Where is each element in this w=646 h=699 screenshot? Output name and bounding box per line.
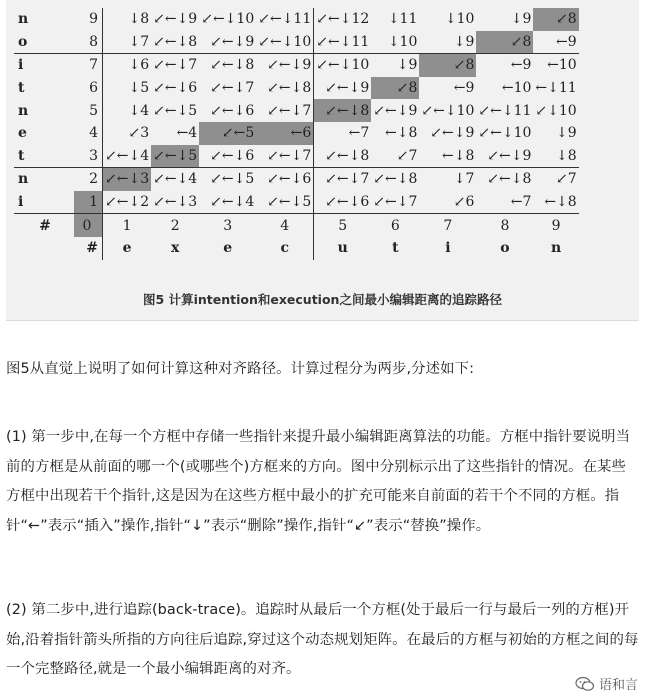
- grid-cell: ↙←↓6: [256, 168, 314, 191]
- grid-cell: ↙←↓11: [258, 11, 312, 28]
- grid-cell: ↙←↓5: [151, 145, 199, 168]
- row-letter: i: [18, 194, 24, 211]
- grid-cell: ↙8: [371, 77, 419, 100]
- grid-cell: ↓9: [556, 125, 577, 142]
- grid-row: [14, 99, 579, 122]
- grid-cell: 7: [419, 214, 476, 237]
- grid-cell: ←↓8: [442, 147, 475, 164]
- grid-cell: ↙←↓6: [210, 102, 255, 119]
- row-index: 3: [74, 145, 103, 168]
- grid-cell: ←↓8: [544, 194, 577, 211]
- grid-cell: ↙←5: [199, 122, 256, 145]
- row-index: 7: [74, 54, 103, 77]
- grid-cell: ↙←↓8: [153, 33, 198, 50]
- grid-cell: ↙←↓6: [210, 147, 255, 164]
- row-index: 5: [74, 99, 103, 122]
- grid-cell: 1: [103, 214, 152, 237]
- grid-cell: ↓9: [510, 11, 532, 28]
- grid-cell: ↓9: [371, 54, 419, 77]
- grid-cell: ↙←↓10: [421, 102, 475, 119]
- grid-cell: ↙←↓12: [314, 8, 372, 31]
- grid-cell: ↙←↓2: [105, 194, 150, 211]
- grid-cell: 2: [151, 214, 199, 237]
- grid-cell: ↙←↓8: [314, 145, 372, 168]
- grid-cell: ↙←↓9: [373, 102, 418, 119]
- grid-cell: ←9: [476, 54, 533, 77]
- column-letters-row: [14, 237, 579, 260]
- grid-row: [14, 145, 579, 168]
- edit-distance-table: [14, 8, 579, 260]
- grid-cell: ↓8: [556, 147, 577, 164]
- grid-row: [14, 54, 579, 77]
- row-index: 1: [74, 191, 103, 214]
- grid-cell: ↙←↓7: [267, 147, 312, 164]
- column-letter: i: [445, 240, 451, 257]
- grid-cell: ↓7: [419, 168, 476, 191]
- grid-cell: ↙←↓10: [314, 54, 372, 77]
- grid-cell: ↙←↓7: [210, 80, 255, 97]
- grid-cell: ↙3: [128, 125, 150, 142]
- grid-cell: 9: [533, 214, 578, 237]
- grid-cell: ↙7: [396, 147, 418, 164]
- column-letter: x: [170, 240, 180, 257]
- grid-cell: ↙←↓10: [258, 33, 312, 50]
- row-letter: o: [18, 33, 28, 50]
- grid-cell: ←7: [314, 122, 372, 145]
- grid-cell: ↙←↓6: [314, 191, 372, 214]
- grid-cell: ←7: [510, 194, 532, 211]
- row-letter: #: [14, 214, 74, 237]
- row-index: 8: [74, 31, 103, 54]
- grid-cell: ↙8: [419, 54, 476, 77]
- grid-cell: ↙←↓5: [267, 194, 312, 211]
- grid-cell: ↙←↓7: [314, 168, 372, 191]
- grid-cell: ↓10: [387, 33, 418, 50]
- grid-cell: ↓7: [128, 33, 150, 50]
- grid-row: [14, 191, 579, 214]
- grid-cell: ↓5: [128, 80, 150, 97]
- grid-cell: ↙8: [533, 8, 578, 31]
- grid-cell: 6: [371, 214, 419, 237]
- row-index: 4: [74, 122, 103, 145]
- grid-cell: ↓10: [444, 11, 475, 28]
- grid-cell: ↙←↓9: [153, 11, 198, 28]
- grid-cell: ←6: [256, 122, 314, 145]
- grid-cell: ←↓11: [535, 80, 577, 97]
- grid-cell: ↓11: [387, 11, 418, 28]
- grid-cell: ←9: [556, 33, 577, 50]
- blank-cell: [14, 237, 74, 260]
- column-letter: u: [314, 237, 372, 260]
- grid-cell: ↙←↓8: [476, 168, 533, 191]
- grid-cell: ←4: [176, 125, 198, 142]
- row-index: 9: [74, 8, 103, 31]
- grid-cell: 5: [314, 214, 372, 237]
- grid-row: [14, 122, 579, 145]
- grid-cell: ↙←↓3: [153, 194, 198, 211]
- grid-row: [14, 31, 579, 54]
- grid-cell: ←9: [453, 80, 475, 97]
- column-hash: #: [74, 237, 103, 260]
- grid-cell: ↙←↓6: [153, 80, 198, 97]
- grid-cell: ↙←↓11: [478, 102, 532, 119]
- row-letter: e: [18, 125, 27, 142]
- column-letter: e: [122, 240, 132, 257]
- grid-cell: ↓9: [453, 33, 475, 50]
- grid-cell: ↙←↓9: [487, 147, 532, 164]
- watermark-text: 语和言: [598, 678, 638, 693]
- column-letter: e: [223, 240, 233, 257]
- row-letter: t: [18, 80, 25, 97]
- grid-cell: ↙←↓4: [210, 194, 255, 211]
- grid-cell: ↙←↓8: [314, 99, 372, 122]
- grid-cell: ↙←↓11: [314, 31, 372, 54]
- column-letter: n: [550, 240, 562, 257]
- grid-cell: ↙←↓4: [151, 168, 199, 191]
- grid-cell: ↙←↓7: [373, 194, 418, 211]
- row-letter: t: [18, 147, 25, 164]
- edit-distance-grid: [14, 8, 579, 260]
- grid-row: [14, 168, 579, 191]
- grid-row: [14, 8, 579, 31]
- grid-cell: ↙←↓10: [201, 11, 255, 28]
- grid-cell: ↙←↓5: [199, 168, 256, 191]
- grid-cell: ↓4: [128, 102, 150, 119]
- grid-cell: ↙6: [453, 194, 475, 211]
- grid-cell: ↙←↓8: [371, 168, 419, 191]
- row-index: 0: [74, 214, 103, 237]
- grid-cell: 4: [256, 214, 314, 237]
- grid-cell: ↙←↓9: [314, 77, 372, 100]
- figure-caption: 图5 计算intention和execution之间最小编辑距离的追踪路径: [143, 292, 502, 307]
- grid-cell: ↙←↓4: [105, 147, 150, 164]
- grid-cell: ↙←↓8: [199, 54, 256, 77]
- row-letter: i: [14, 54, 74, 77]
- grid-cell: ↙←↓5: [153, 102, 198, 119]
- grid-cell: ↙↓10: [535, 102, 577, 119]
- wechat-icon: [575, 676, 595, 692]
- grid-cell: ↙←↓9: [210, 33, 255, 50]
- grid-cell: ↙7: [533, 168, 578, 191]
- grid-cell: ↙←↓7: [267, 102, 312, 119]
- column-letter: o: [500, 240, 510, 257]
- grid-cell: ←10: [533, 54, 578, 77]
- paragraph-intro: 图5从直觉上说明了如何计算这种对齐路径。计算过程分为两步,分述如下:: [6, 361, 475, 377]
- grid-row: [14, 214, 579, 237]
- row-index: 6: [74, 77, 103, 100]
- watermark: [575, 674, 638, 693]
- grid-cell: 3: [199, 214, 256, 237]
- row-letter: n: [18, 102, 29, 119]
- grid-cell: ↙←↓8: [267, 80, 312, 97]
- grid-cell: ←↓8: [385, 125, 418, 142]
- grid-cell: ↓8: [128, 11, 150, 28]
- grid-cell: ↓6: [103, 54, 152, 77]
- grid-cell: ↙8: [476, 31, 533, 54]
- grid-cell: ↙←↓10: [478, 125, 532, 142]
- grid-cell: ↙←↓3: [103, 168, 152, 191]
- column-letter: c: [280, 240, 289, 257]
- grid-cell: ↙←↓7: [151, 54, 199, 77]
- figure: [6, 0, 639, 321]
- grid-cell: ↙←↓9: [256, 54, 314, 77]
- row-letter: n: [18, 11, 29, 28]
- column-letter: t: [392, 240, 399, 257]
- grid-cell: ←10: [501, 80, 532, 97]
- paragraph-step-1: (1) 第一步中,在每一个方框中存储一些指针来提升最小编辑距离算法的功能。方框中指针要说明当前的方框是从前面的哪一个(或哪些个)方框来的方向。图中分别标示出了这些指针的情况。在某些方框中出现若干个指针,这是因为在这些方框中最小的扩充可能来自前面的若干个不同的方框。指针“←”表示“插入”操作,指针“↓”表示“删除”操作,指针“↙”表示“替换”操作。: [6, 429, 631, 534]
- row-letter: n: [14, 168, 74, 191]
- row-index: 2: [74, 168, 103, 191]
- paragraph-step-2: (2) 第二步中,进行追踪(back-trace)。追踪时从最后一个方框(处于最后一行与最后一列的方框)开始,沿着指针箭头所指的方向往后追踪,穿过这个动态规划矩阵。在最后的方框与初始的方框之间的每一个完整路径,就是一个最小编辑距离的对齐。: [6, 602, 639, 678]
- grid-cell: 8: [476, 214, 533, 237]
- grid-cell: ↙←↓9: [430, 125, 475, 142]
- grid-row: [14, 77, 579, 100]
